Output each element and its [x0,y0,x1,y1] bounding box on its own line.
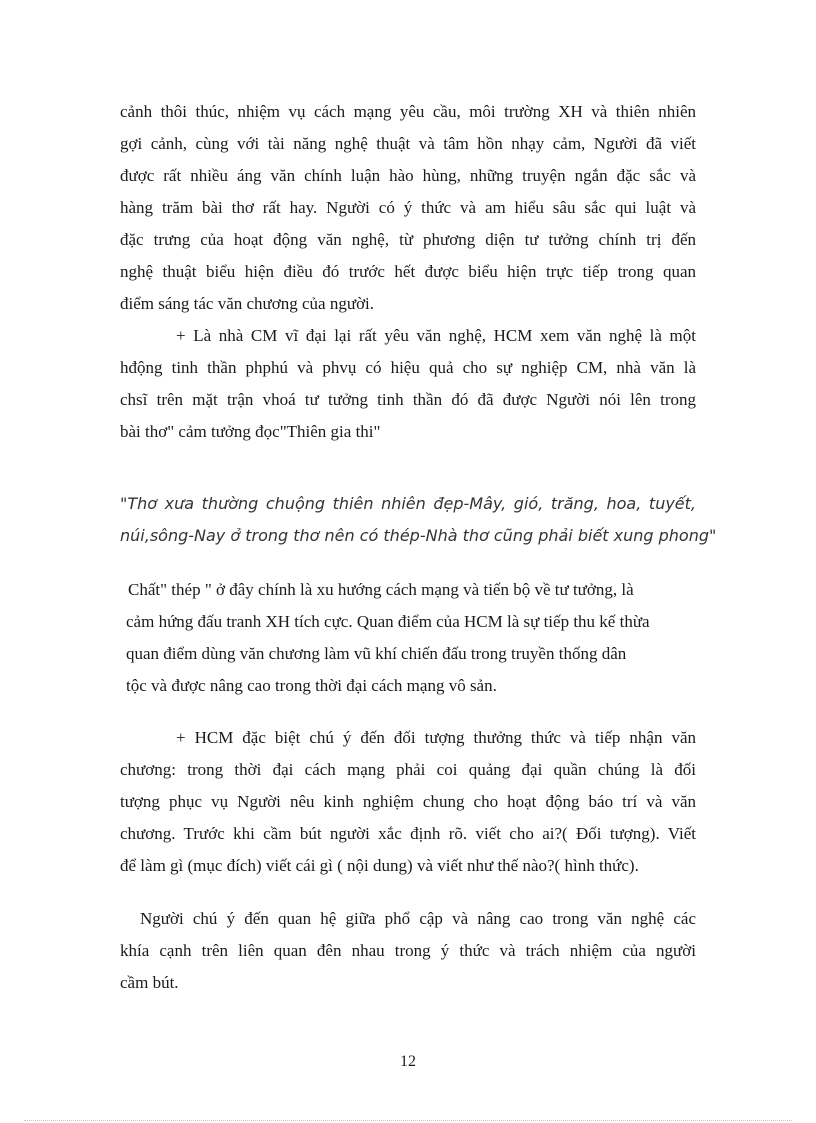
text-line: + HCM đặc biệt chú ý đến đối tượng thưởng thức và tiếp nhận văn [176,728,696,747]
text-line: tộc và được nâng cao trong thời đại cách mạng vô sản. [126,676,497,695]
text-line: "Thơ xưa thường chuộng thiên nhiên đẹp-Mây, gió, trăng, hoa, tuyết, [120,494,696,513]
text-line: được rất nhiều áng văn chính luận hào hùng, những truyện ngắn đặc sắc và [120,166,696,185]
page-divider [24,1120,792,1121]
text-line: điểm sáng tác văn chương của người. [120,294,375,313]
poem-quote [120,488,717,552]
text-line: đặc trưng của hoạt động văn nghệ, từ phương diện tư tưởng chính trị đến [120,230,696,249]
text-line: gợi cảnh, cùng với tài năng nghệ thuật và tâm hồn nhạy cảm, Người đã viết [120,134,696,153]
paragraph-2 [120,320,696,448]
text-line: hđộng tinh thần phphú và phvụ có hiệu quả cho sự nghiệp CM, nhà văn là [120,358,696,377]
text-line: cầm bút. [120,973,179,992]
text-line: khía cạnh trên liên quan đên nhau trong ý thức và trách nhiệm của người [120,941,696,960]
page-number: 12 [400,1053,416,1070]
text-line: tượng phục vụ Người nêu kinh nghiệm chung cho hoạt động báo trí và văn [120,792,696,811]
text-line: bài thơ" cảm tưởng đọc"Thiên gia thi" [120,422,381,441]
text-line: cảm hứng đấu tranh XH tích cực. Quan điểm của HCM là sự tiếp thu kế thừa [126,612,650,631]
text-line: chsĩ trên mặt trận vhoá tư tưởng tinh thần đó đã được Người nói lên trong [120,390,696,409]
text-line: + Là nhà CM vĩ đại lại rất yêu văn nghệ, HCM xem văn nghệ là một [176,326,696,345]
text-line: để làm gì (mục đích) viết cái gì ( nội dung) và viết như thế nào?( hình thức). [120,856,639,875]
text-line: Chất" thép " ở đây chính là xu hướng cách mạng và tiến bộ về tư tưởng, là [128,580,634,599]
text-line: Người chú ý đến quan hệ giữa phổ cập và nâng cao trong văn nghệ các [140,909,696,928]
paragraph-4 [126,574,702,702]
text-line: nghệ thuật biểu hiện điều đó trước hết được biểu hiện trực tiếp trong quan [120,262,696,281]
text-line: cảnh thôi thúc, nhiệm vụ cách mạng yêu cầu, môi trường XH và thiên nhiên [120,102,696,121]
paragraph-1 [120,96,696,320]
paragraph-6 [120,903,696,999]
text-line: chương. Trước khi cầm bút người xắc định rõ. viết cho ai?( Đối tượng). Viết [120,824,696,843]
text-line: hàng trăm bài thơ rất hay. Người có ý thức và am hiểu sâu sắc qui luật và [120,198,696,217]
text-line: núi,sông-Nay ở trong thơ nên có thép-Nhà thơ cũng phải biết xung phong" [120,526,717,545]
text-line: chương: trong thời đại cách mạng phải coi quảng đại quần chúng là đối [120,760,696,779]
text-line: quan điểm dùng văn chương làm vũ khí chiến đấu trong truyền thống dân [126,644,627,663]
paragraph-5 [120,722,696,882]
